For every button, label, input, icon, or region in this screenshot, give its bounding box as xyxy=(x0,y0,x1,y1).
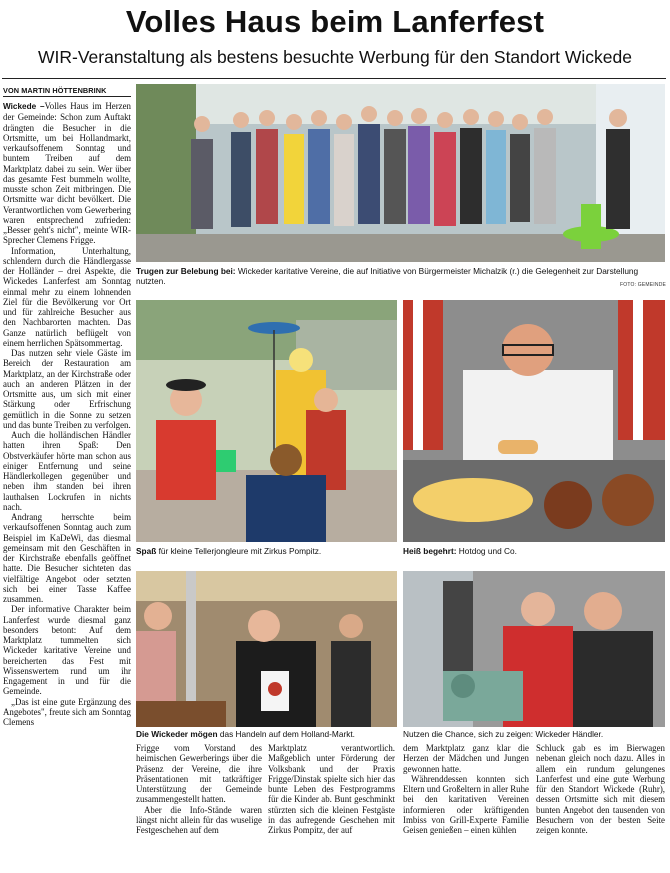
paragraph: Andrang herrschte beim verkaufsoffenen Sonntag auch zum Beispiel im KaDeWi, das diesmal gemeinsam mit den Geschäften in der Kirchstraße ebenfalls geöffnet hatte. Die Besucher sichteten das vielfältige Angebot oder setzten sich bei einer Tasse Kaffee zusammen. xyxy=(3,512,131,604)
paragraph: Frigge vom Vorstand des heimischen Gewerberings über die Präsenz der Vereine, die ihre Präsentationen mit tatkräftiger Unterstützung der Gemeinde zusammengestellt hatten. xyxy=(136,743,262,805)
paragraph: „Das ist eine gute Ergänzung des Angebotes", freute sich am Sonntag Clemens xyxy=(3,696,131,727)
photo-hotdog-grill xyxy=(403,300,665,542)
photo-holland-market xyxy=(136,571,397,727)
caption-bottom-left: Die Wickeder mögen das Handeln auf dem Holland-Markt. xyxy=(136,729,355,739)
paragraph: Marktplatz verantwortlich. Maßgeblich unter Förderung der Volksbank und der Praxis Frigge/Dinstak spielte sich hier das bunte Leben des Festprogramms für die Kinder ab. Bunt geschminkt stürzten sich die kleinen Festgäste in das aufregende Geschehen mit Zirkus Pompitz, der auf xyxy=(268,743,395,835)
caption-top: Trugen zur Belebung bei: Wickeder karitative Vereine, die auf Initiative von Bürgermeister Michalzik (r.) die Gelegenheit zur Darstellung nutzten. xyxy=(136,266,639,286)
article-column-5 xyxy=(536,743,665,868)
paragraph: Währenddessen konnten sich Eltern und Großeltern in aller Ruhe bei den karitativen Vereinen informieren oder kräftigenden Imbiss von Grill-Experte Familie Geisen genießen – einen kühlen xyxy=(403,773,529,835)
paragraph: Information, Unterhaltung, schlendern durch die Händlergasse der Holländer – drei Aspekte, die Wickedes Lanferfest am Sonntag einmal mehr zu einem lohnenden Ziel für die Bevölkerung vor Ort und für zahlreiche Besucher aus den Nachbarorten machten. Das Ganze natürlich beflügelt von einem herrlichen Spätsommertag. xyxy=(3,245,131,348)
photo-charity-groups xyxy=(136,84,665,262)
header-rule xyxy=(2,78,666,79)
caption-mid-left: Spaß für kleine Tellerjongleure mit Zirkus Pompitz. xyxy=(136,546,322,556)
paragraph: Das nutzen sehr viele Gäste im Bereich der Restauration am Marktplatz, an der Kirchstraße oder auch an anderen Plätzen in der Ortsmitte aus, um sich mit einer Stärkung oder Erfrischung gemütlich in die Sonne zu setzen und das bunte Treiben zu verfolgen. xyxy=(3,348,131,430)
photo-wickede-traders xyxy=(403,571,665,727)
caption-mid-right: Heiß begehrt: Hotdog und Co. xyxy=(403,546,517,556)
paragraph: Wickede –Volles Haus im Herzen der Gemeinde: Schon zum Auftakt drängten die Besucher in die Ortsmitte, um bei Hollandmarkt, verkaufsoffenem Sonntag und buntem Treiben auf dem Marktplatz dabei zu sein. Wer über das gesamte Fest bummeln wollte, musste schon Zeit mitbringen. Die Ortsmitte war dicht bevölkert. Die Verantwortlichen vom Gewerbering waren entsprechend zufrieden: „Besser geht's nicht", meinte WIR-Sprecher Clemens Frigge. xyxy=(3,101,131,246)
article-column-4 xyxy=(403,743,529,868)
caption-bottom-right: Nutzen die Chance, sich zu zeigen: Wickeder Händler. xyxy=(403,729,604,739)
paragraph: dem Marktplatz ganz klar die Herzen der Mädchen und Jungen gewonnen hatte. xyxy=(403,743,529,774)
subheadline: WIR-Veranstaltung als bestens besuchte Werbung für den Standort Wickede xyxy=(37,47,633,67)
article-column-1 xyxy=(3,101,131,866)
photo-juggling-kids xyxy=(136,300,397,542)
paragraph: Aber die Info-Stände waren längst nicht allein für das wuselige Festgeschehen auf dem xyxy=(136,804,262,835)
paragraph: Auch die holländischen Händler hatten ihren Spaß: Den Obstverkäufer hörte man schon aus einiger Entfernung und seine Händlerkollegen gegenüber und neben ihm standen bei ihren lauthalsen Lockrufen in nichts nach. xyxy=(3,430,131,512)
byline: VON MARTIN HÖTTENBRINK xyxy=(3,86,107,95)
headline: Volles Haus beim Lanferfest xyxy=(125,4,545,39)
article-column-3 xyxy=(268,743,395,868)
paragraph: Der informative Charakter beim Lanferfest wurde diesmal ganz besonders betont: Auf dem Marktplatz tummelten sich Wickeder karitative Vereine und bereicherten das Fest mit Wissenswertem rund um ihr Engagement in und für die Gemeinde. xyxy=(3,604,131,697)
photo-credit: FOTO: GEMEINDE xyxy=(620,282,667,288)
article-column-2 xyxy=(136,743,262,868)
dateline: Wickede – xyxy=(3,102,45,111)
byline-rule xyxy=(3,96,131,97)
paragraph: Schluck gab es im Bierwagen nebenan gleich noch dazu. Alles in allem ein rundum gelungenes Lanferfest und eine gute Werbung für den Standort Wickede (Ruhr), dessen Ortsmitte sich mit diesem bunten Angebot den tausenden von Besuchern von der besten Seite zeigen konnte. xyxy=(536,743,665,835)
